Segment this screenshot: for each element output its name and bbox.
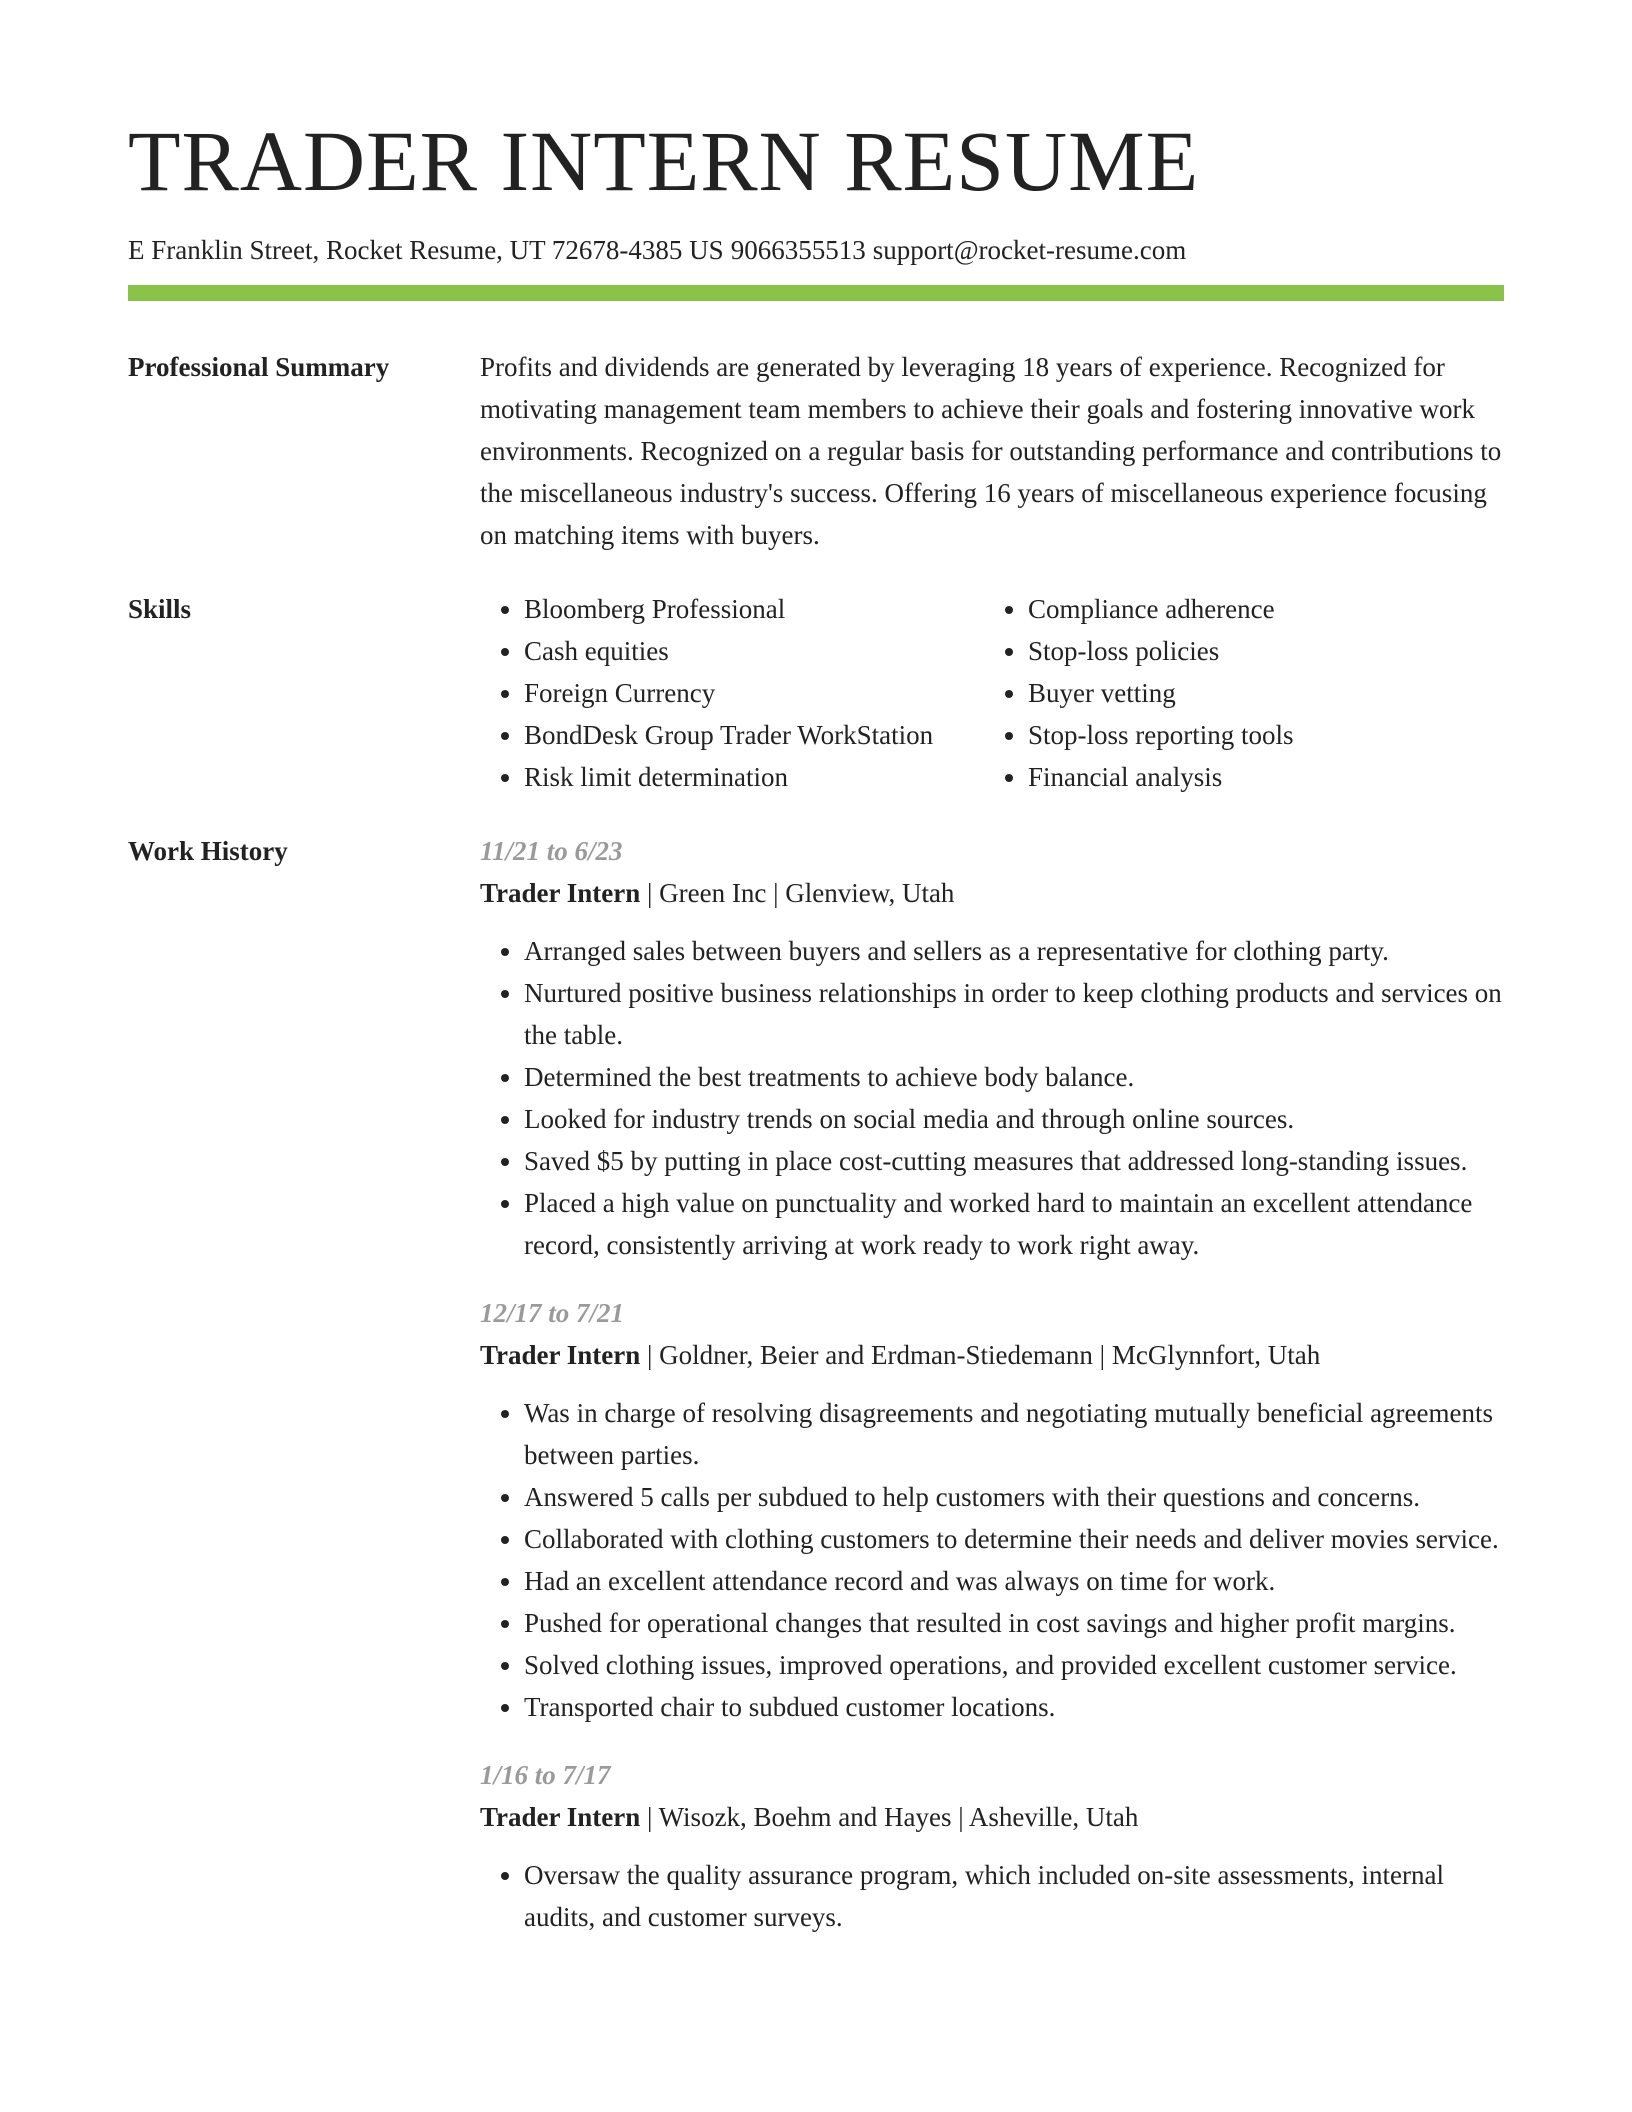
job-dates: 11/21 to 6/23: [480, 836, 623, 866]
contact-address: E Franklin Street, Rocket Resume, UT 72678-4385 US: [128, 235, 724, 265]
job-dates: 1/16 to 7/17: [480, 1760, 611, 1790]
skill-item: • Stop-loss reporting tools: [1028, 714, 1488, 756]
job-title-line: [480, 1796, 1504, 1838]
skill-item: • BondDesk Group Trader WorkStation: [524, 714, 984, 756]
job-entry: [480, 1754, 1504, 1938]
skills-column-2: [984, 588, 1488, 798]
job-details: | Green Inc | Glenview, Utah: [640, 878, 955, 908]
job-bullet: • Pushed for operational changes that resulted in cost savings and higher profit margins.: [524, 1602, 1504, 1644]
job-bullet: • Placed a high value on punctuality and worked hard to maintain an excellent attendance record, consistently arriving at work ready to work right away.: [524, 1182, 1504, 1266]
job-bullet: • Was in charge of resolving disagreements and negotiating mutually beneficial agreements between parties.: [524, 1392, 1504, 1476]
skill-item: • Foreign Currency: [524, 672, 984, 714]
job-details: | Wisozk, Boehm and Hayes | Asheville, Utah: [640, 1802, 1139, 1832]
skills-list: [480, 588, 1504, 798]
job-bullet: • Transported chair to subdued customer locations.: [524, 1686, 1504, 1728]
skill-item: • Financial analysis: [1028, 756, 1488, 798]
contact-phone: 9066355513: [730, 235, 866, 265]
job-bullets: [480, 930, 1504, 1266]
section-label-work-history: Work History: [128, 836, 288, 866]
job-dates: 12/17 to 7/21: [480, 1298, 625, 1328]
job-bullet: • Oversaw the quality assurance program, which included on-site assessments, internal audits, and customer surveys.: [524, 1854, 1504, 1938]
job-entry: [480, 830, 1504, 1266]
summary-text: Profits and dividends are generated by leveraging 18 years of experience. Recognized for motivating management team members to achieve their goals and fostering innovative work environments. Recognized on a regular basis for outstanding performance and contributions to the miscellaneous industry's success. Offering 16 years of miscellaneous experience focusing on matching items with buyers.: [480, 352, 1502, 550]
job-bullet: • Determined the best treatments to achieve body balance.: [524, 1056, 1504, 1098]
skills-column-1: [480, 588, 984, 798]
summary-body: [480, 346, 1504, 556]
job-bullet: • Looked for industry trends on social media and through online sources.: [524, 1098, 1504, 1140]
job-role: Trader Intern: [480, 878, 641, 908]
job-role: Trader Intern: [480, 1802, 641, 1832]
resume-title: TRADER INTERN RESUME: [128, 113, 1200, 209]
header-divider: [128, 285, 1504, 301]
job-details: | Goldner, Beier and Erdman-Stiedemann | McGlynnfort, Utah: [640, 1340, 1321, 1370]
skill-item: • Cash equities: [524, 630, 984, 672]
job-bullets: [480, 1392, 1504, 1728]
contact-line: [128, 232, 1193, 268]
job-bullet: • Saved $5 by putting in place cost-cutting measures that addressed long-standing issues.: [524, 1140, 1504, 1182]
job-bullet: • Nurtured positive business relationships in order to keep clothing products and services on the table.: [524, 972, 1504, 1056]
section-label-skills: Skills: [128, 594, 192, 624]
skill-item: • Compliance adherence: [1028, 588, 1488, 630]
job-bullet: • Solved clothing issues, improved operations, and provided excellent customer service.: [524, 1644, 1504, 1686]
job-bullet: • Answered 5 calls per subdued to help customers with their questions and concerns.: [524, 1476, 1504, 1518]
skill-item: • Bloomberg Professional: [524, 588, 984, 630]
job-bullet: • Arranged sales between buyers and sellers as a representative for clothing party.: [524, 930, 1504, 972]
work-history-body: [480, 830, 1504, 1964]
job-bullets: [480, 1854, 1504, 1938]
skill-item: • Buyer vetting: [1028, 672, 1488, 714]
job-entry: [480, 1292, 1504, 1728]
job-bullet: • Had an excellent attendance record and was always on time for work.: [524, 1560, 1504, 1602]
skill-item: • Risk limit determination: [524, 756, 984, 798]
section-label-summary: Professional Summary: [128, 352, 390, 382]
contact-email: support@rocket-resume.com: [872, 235, 1187, 265]
job-title-line: [480, 872, 1504, 914]
job-bullet: • Collaborated with clothing customers to determine their needs and deliver movies service.: [524, 1518, 1504, 1560]
skill-item: • Stop-loss policies: [1028, 630, 1488, 672]
job-role: Trader Intern: [480, 1340, 641, 1370]
job-title-line: [480, 1334, 1504, 1376]
